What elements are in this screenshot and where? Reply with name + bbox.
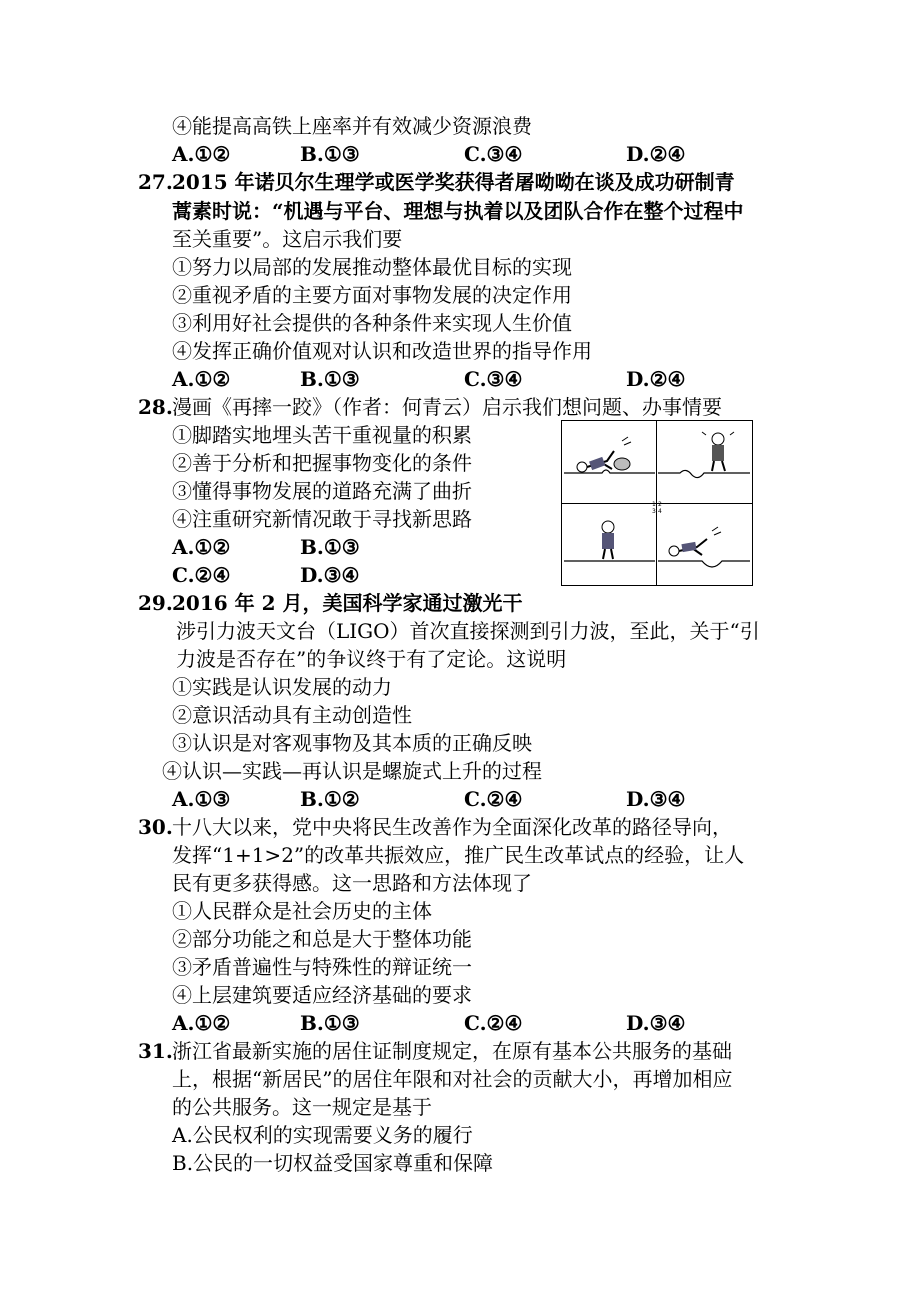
- q30-option-d: D.③④: [626, 1011, 686, 1035]
- q30-stem-line1: 十八大以来，党中央将民生改善作为全面深化改革的路径导向，: [172, 815, 732, 839]
- q27-option-a: A.①②: [172, 367, 231, 391]
- q30-stem-line3: 民有更多获得感。这一思路和方法体现了: [172, 871, 532, 895]
- q29-stem-line3: 力波是否存在”的争议终于有了定论。这说明: [176, 647, 567, 671]
- comic-label-2: 2: [658, 501, 662, 508]
- q29-option-d: D.③④: [626, 787, 686, 811]
- comic-label-1: 1: [652, 501, 656, 508]
- q27-option-d: D.②④: [626, 367, 686, 391]
- q31-option-a: A.公民权利的实现需要义务的履行: [172, 1123, 473, 1147]
- q28-number: 28.: [138, 395, 173, 419]
- comic-label-3: 3: [652, 508, 656, 515]
- q26-option-b: B.①③: [300, 142, 360, 166]
- comic-drawing: [562, 421, 752, 585]
- q31-stem-line3: 的公共服务。这一规定是基于: [172, 1095, 432, 1119]
- q28-item-2: ②善于分析和把握事物变化的条件: [172, 451, 472, 475]
- q27-item-1: ①努力以局部的发展推动整体最优目标的实现: [172, 255, 572, 279]
- q29-number: 29.: [138, 591, 173, 615]
- q29-item-2: ②意识活动具有主动创造性: [172, 703, 412, 727]
- q29-option-a: A.①③: [172, 787, 231, 811]
- q29-item-1: ①实践是认识发展的动力: [172, 675, 392, 699]
- comic-label-4: 4: [658, 508, 662, 515]
- q27-item-3: ③利用好社会提供的各种条件来实现人生价值: [172, 311, 572, 335]
- q30-number: 30.: [138, 815, 173, 839]
- comic-image: [561, 420, 753, 586]
- q30-item-4: ④上层建筑要适应经济基础的要求: [172, 983, 472, 1007]
- q27-number: 27.: [138, 170, 173, 194]
- q31-stem-line2: 上，根据“新居民”的居住年限和对社会的贡献大小，再增加相应: [172, 1067, 733, 1091]
- q27-stem-line1: 2015 年诺贝尔生理学或医学奖获得者屠呦呦在谈及成功研制青: [172, 170, 735, 194]
- q31-number: 31.: [138, 1039, 173, 1063]
- q30-option-a: A.①②: [172, 1011, 231, 1035]
- q27-option-c: C.③④: [464, 367, 523, 391]
- q27-option-b: B.①③: [300, 367, 360, 391]
- q27-item-2: ②重视矛盾的主要方面对事物发展的决定作用: [172, 283, 572, 307]
- q30-item-1: ①人民群众是社会历史的主体: [172, 899, 432, 923]
- q27-stem-line2: 蒿素时说：“机遇与平台、理想与执着以及团队合作在整个过程中: [172, 199, 744, 223]
- q28-option-d: D.③④: [300, 563, 360, 587]
- q30-item-2: ②部分功能之和总是大于整体功能: [172, 927, 472, 951]
- q29-option-c: C.②④: [464, 787, 523, 811]
- q28-item-4: ④注重研究新情况敢于寻找新思路: [172, 507, 472, 531]
- q29-option-b: B.①②: [300, 787, 360, 811]
- q27-item-4: ④发挥正确价值观对认识和改造世界的指导作用: [172, 339, 592, 363]
- q31-stem-line1: 浙江省最新实施的居住证制度规定，在原有基本公共服务的基础: [172, 1039, 732, 1063]
- q28-option-c: C.②④: [172, 563, 231, 587]
- q28-option-b: B.①③: [300, 535, 360, 559]
- q28-item-1: ①脚踏实地埋头苦干重视量的积累: [172, 423, 472, 447]
- q29-stem-line2: 涉引力波天文台（LIGO）首次直接探测到引力波，至此，关于“引: [176, 619, 760, 643]
- q30-item-3: ③矛盾普遍性与特殊性的辩证统一: [172, 955, 472, 979]
- q29-stem-line1: 2016 年 2 月，美国科学家通过激光干: [172, 591, 523, 615]
- q29-item-3: ③认识是对客观事物及其本质的正确反映: [172, 731, 532, 755]
- q29-item-4: ④认识—实践—再认识是螺旋式上升的过程: [162, 759, 542, 783]
- q30-stem-line2: 发挥“1+1>2”的改革共振效应，推广民生改革试点的经验，让人: [172, 843, 745, 867]
- q26-option-c: C.③④: [464, 142, 523, 166]
- q30-option-c: C.②④: [464, 1011, 523, 1035]
- q28-stem: 漫画《再摔一跤》（作者：何青云）启示我们想问题、办事情要: [172, 395, 722, 419]
- q26-option-a: A.①②: [172, 142, 231, 166]
- q27-stem-line3: 至关重要”。这启示我们要: [172, 227, 403, 251]
- q26-option-d: D.②④: [626, 142, 686, 166]
- q31-option-b: B.公民的一切权益受国家尊重和保障: [172, 1151, 494, 1175]
- q28-item-3: ③懂得事物发展的道路充满了曲折: [172, 479, 472, 503]
- q30-option-b: B.①③: [300, 1011, 360, 1035]
- q26-item-4: ④能提高高铁上座率并有效减少资源浪费: [172, 114, 532, 138]
- q28-option-a: A.①②: [172, 535, 231, 559]
